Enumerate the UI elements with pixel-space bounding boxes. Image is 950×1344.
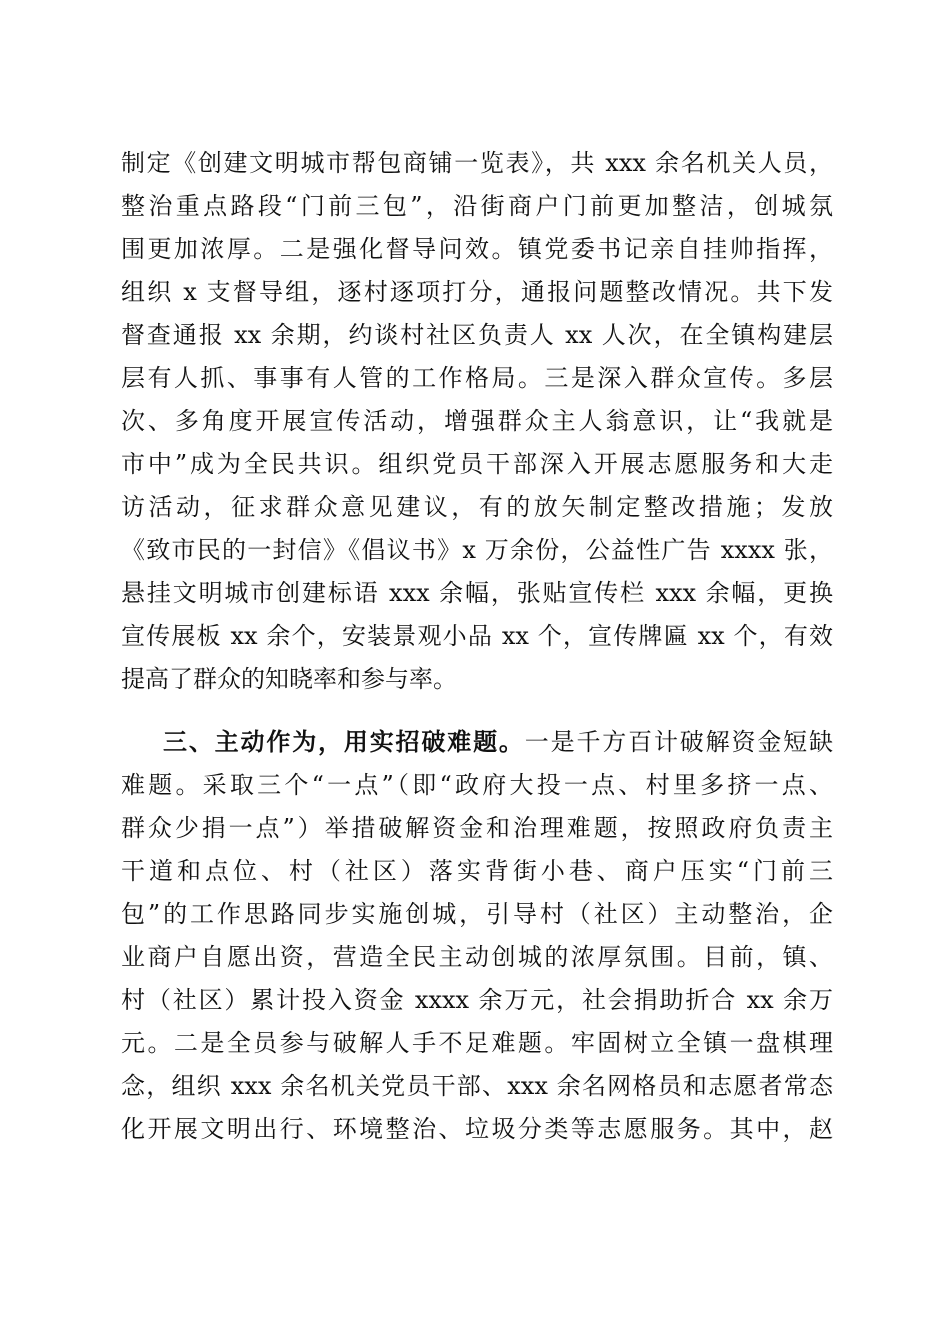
paragraph-line: 提高了群众的知晓率和参与率。 (121, 665, 457, 693)
paragraph-line: 次、多角度开展宣传活动，增强群众主人翁意识，让“我就是 (121, 407, 833, 435)
paragraph-line: 访活动，征求群众意见建议，有的放矢制定整改措施；发放 (121, 493, 833, 521)
paragraph-line: 难题。采取三个“一点”（即“政府大投一点、村里多挤一点、 (121, 771, 833, 799)
section-heading: 三、主动作为，用实招破难题。 (163, 727, 525, 756)
paragraph-line: 市中”成为全民共识。组织党员干部深入开展志愿服务和大走 (121, 450, 833, 478)
paragraph-line: 组织 x 支督导组，逐村逐项打分，通报问题整改情况。共下发 (121, 278, 833, 306)
section-heading-line (163, 722, 833, 762)
paragraph-line: 围更加浓厚。二是强化督导问效。镇党委书记亲自挂帅指挥， (121, 235, 833, 263)
paragraph-line: 念，组织 xxx 余名机关党员干部、xxx 余名网格员和志愿者常态 (121, 1072, 833, 1100)
paragraph-line: 宣传展板 xx 余个，安装景观小品 xx 个，宣传牌匾 xx 个，有效 (121, 622, 833, 650)
paragraph-line: 制定《创建文明城市帮包商铺一览表》，共 xxx 余名机关人员， (121, 149, 833, 177)
paragraph-line: 群众少捐一点”）举措破解资金和治理难题，按照政府负责主 (121, 814, 833, 842)
paragraph-line: 村（社区）累计投入资金 xxxx 余万元，社会捐助折合 xx 余万 (121, 986, 833, 1014)
paragraph-line: 业商户自愿出资，营造全民主动创城的浓厚氛围。目前，镇、 (121, 943, 833, 971)
paragraph-line: 元。二是全员参与破解人手不足难题。牢固树立全镇一盘棋理 (121, 1029, 833, 1057)
paragraph-line: 《致市民的一封信》《倡议书》x 万余份，公益性广告 xxxx 张， (121, 536, 833, 564)
paragraph-line: 包”的工作思路同步实施创城，引导村（社区）主动整治，企 (121, 900, 833, 928)
paragraph-line: 督查通报 xx 余期，约谈村社区负责人 xx 人次，在全镇构建层 (121, 321, 833, 349)
paragraph-line: 整治重点路段“门前三包”，沿街商户门前更加整洁，创城氛 (121, 192, 833, 220)
paragraph-line: 层有人抓、事事有人管的工作格局。三是深入群众宣传。多层 (121, 364, 833, 392)
paragraph-line: 化开展文明出行、环境整治、垃圾分类等志愿服务。其中，赵 (121, 1115, 833, 1143)
paragraph-line: 悬挂文明城市创建标语 xxx 余幅，张贴宣传栏 xxx 余幅，更换 (121, 579, 833, 607)
heading-line-text: 一是千方百计破解资金短缺 (524, 728, 834, 756)
paragraph-line: 干道和点位、村（社区）落实背街小巷、商户压实“门前三 (121, 857, 833, 885)
